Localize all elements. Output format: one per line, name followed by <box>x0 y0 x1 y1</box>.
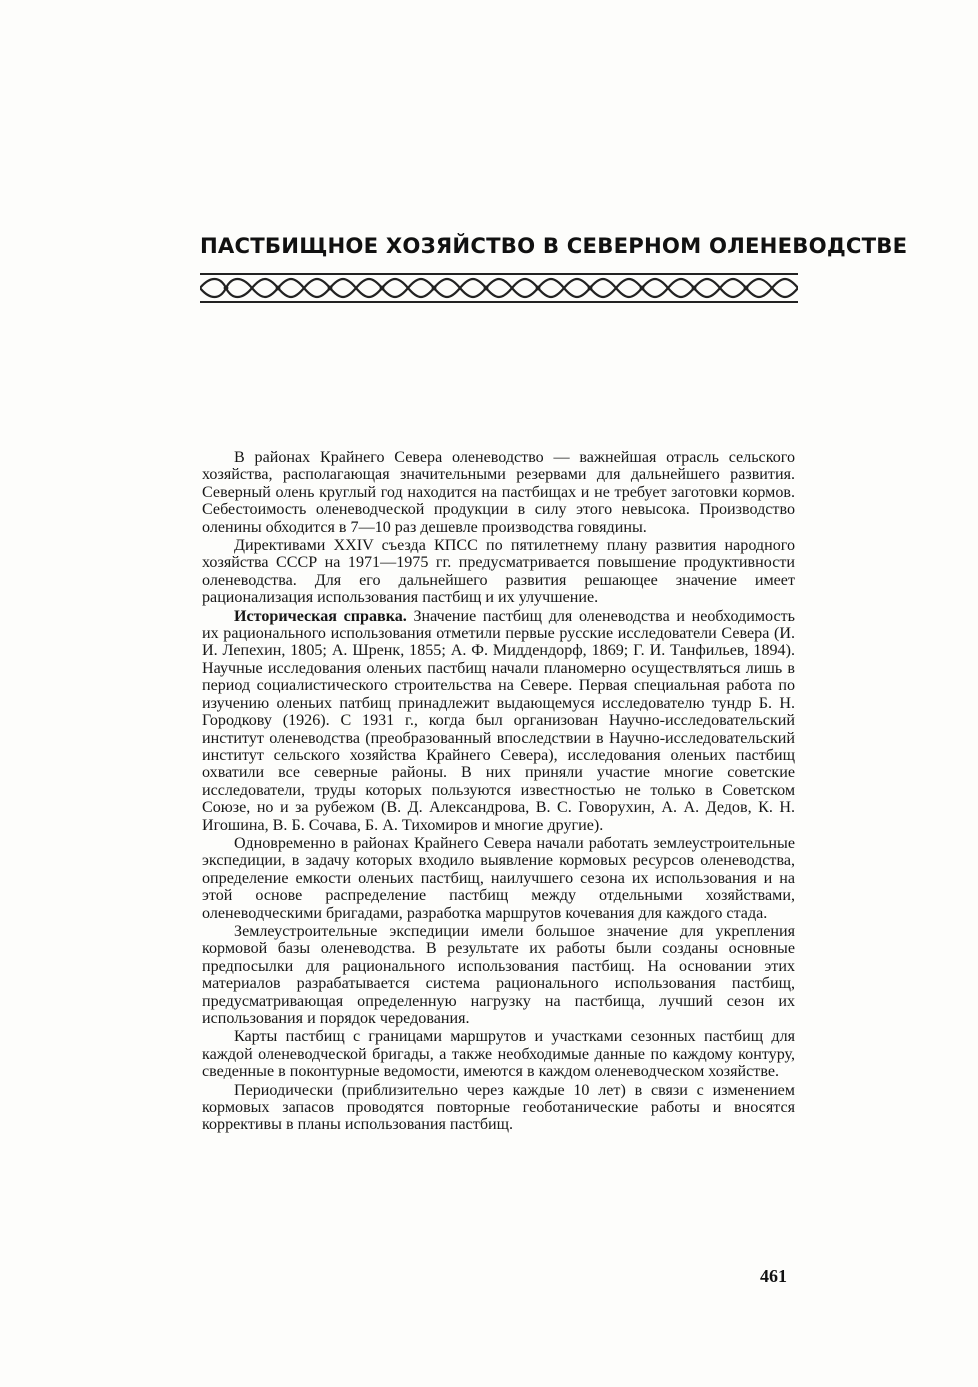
paragraph-1: В районах Крайнего Севера оленеводство — важнейшая отрасль сельского хозяйства, располагающая значительными резервами для дальнейшего развития. Северный олень круглый год находится на пастбищах и не требует заготовки кормов. Себестоимость оленеводческой продукции в силу этого невысока. Производство оленины обходится в 7—10 раз дешевле производства говядины. <box>202 449 795 536</box>
ornamental-band-icon <box>200 272 798 304</box>
chapter-title: ПАСТБИЩНОЕ ХОЗЯЙСТВО В СЕВЕРНОМ ОЛЕНЕВОДСТВЕ <box>200 233 908 258</box>
section-lead: Историческая справка. <box>234 607 407 625</box>
article-body <box>202 449 795 1135</box>
paragraph-7: Периодически (приблизительно через каждые 10 лет) в связи с изменением кормовых запасов проводятся повторные геоботанические работы и вносятся коррективы в планы использования пастбищ. <box>202 1081 795 1134</box>
paragraph-2: Директивами XXIV съезда КПСС по пятилетнему плану развития народного хозяйства СССР на 1971—1975 гг. предусматривается повышение продуктивности оленеводства. Для его дальнейшего развития решающее значение имеет рационализация использования пастбищ и их улучшение. <box>202 537 795 607</box>
paragraph-6: Карты пастбищ с границами маршрутов и участками сезонных пастбищ для каждой оленеводческой бригады, а также необходимые данные по каждому контуру, сведенные в поконтурные ведомости, имеются в каждом оленеводческом хозяйстве. <box>202 1028 795 1081</box>
paragraph-4: Одновременно в районах Крайнего Севера начали работать землеустроительные экспедиции, в задачу которых входило выявление кормовых ресурсов оленеводства, определение емкости оленьих пастбищ, наилучшего сезона их использования и на этой основе распределение пастбищ между отдельными хозяйствами, оленеводческими бригадами, разработка маршрутов кочевания для каждого стада. <box>202 834 795 922</box>
paragraph-3 <box>202 608 795 834</box>
paragraph-3-text: Значение пастбищ для оленеводства и необходимость их рационального использования отметили первые русские исследователи Севера (И. И. Лепехин, 1805; А. Шренк, 1855; А. Ф. Миддендорф, 1869; Г. И. Танфильев, 1894). Научные исследования оленьих пастбищ начали планомерно осуществляться лишь в период социалистического строительства на Севере. Первая специальная работа по изучению оленьих патбищ принадлежит выдающемуся исследователю тундр Б. Н. Городкову (1926). С 1931 г., когда был организован Научно-исследовательский институт оленеводства (преобразованный впоследствии в Научно-исследовательский институт сельского хозяйства Крайнего Севера), исследования оленьих пастбищ охватили все северные районы. В них приняли участие многие советские исследователи, труды которых пользуются известностью не только в Советском Союзе, но и за рубежом (В. Д. Александрова, В. С. Говорухин, А. А. Дедов, К. Н. Игошина, В. Б. Сочава, Б. А. Тихомиров и многие другие). <box>202 607 795 834</box>
page-number: 461 <box>760 1266 787 1286</box>
paragraph-5: Землеустроительные экспедиции имели большое значение для укрепления кормовой базы оленеводства. В результате их работы были созданы основные предпосылки для рационального использования пастбищ. На основании этих материалов разрабатывается система рационального использования пастбищ, предусматривающая определенную нагрузку на пастбища, лучший сезон их использования и порядок чередования. <box>202 922 795 1027</box>
